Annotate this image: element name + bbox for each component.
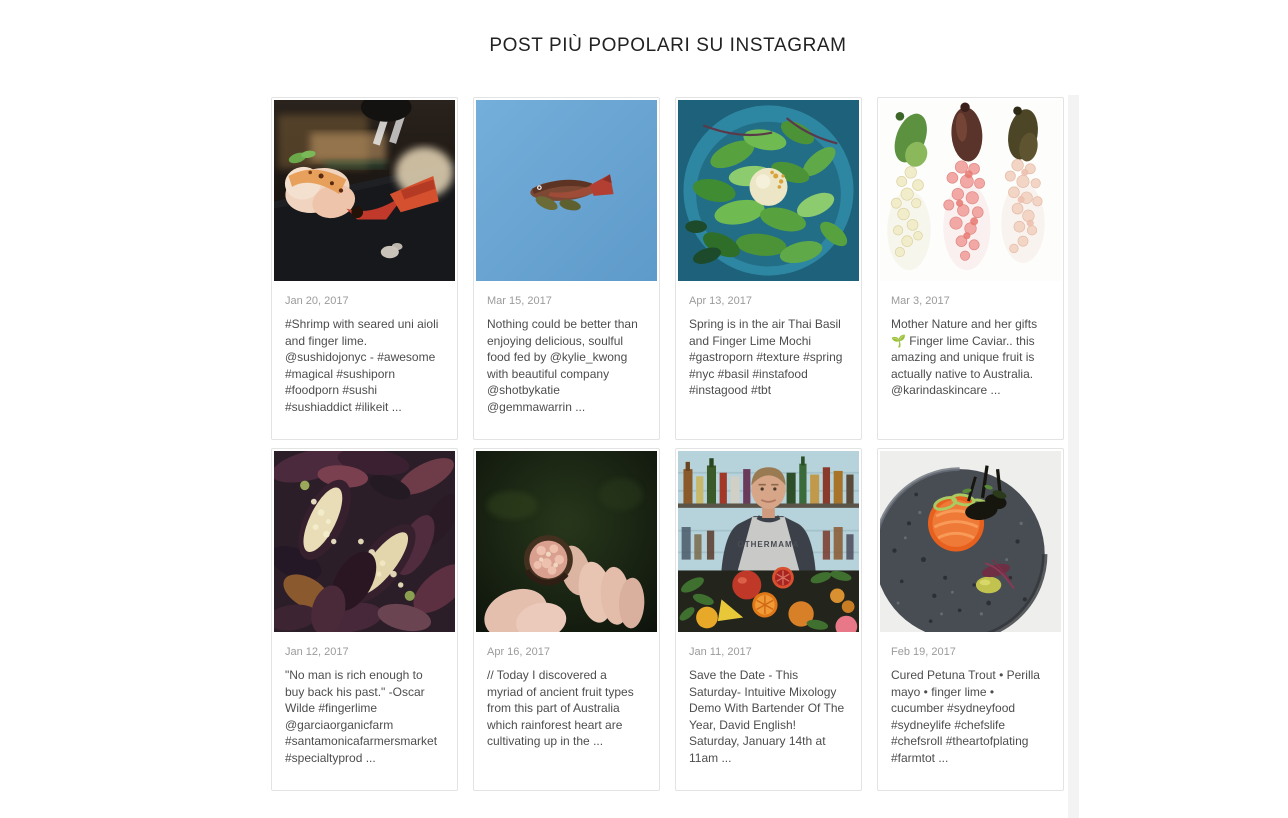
post-image-hand-cut-lime [476, 451, 657, 632]
instagram-post-card[interactable] [473, 97, 660, 440]
post-image-bartender [678, 451, 859, 632]
post-text [878, 295, 1063, 399]
post-caption: #Shrimp with seared uni aioli and finger lime. @sushidojonyc - #awesome #magical #sushiporn #foodporn #sushi #sushiaddict #ilikeit ... [285, 317, 439, 414]
page-title: POST PIÙ POPOLARI SU INSTAGRAM [489, 35, 847, 56]
post-text [272, 646, 457, 766]
instagram-post-card[interactable] [675, 448, 862, 791]
instagram-post-card[interactable] [877, 448, 1064, 791]
post-caption: Save the Date - This Saturday- Intuitive Mixology Demo With Bartender Of The Year, David English! Saturday, January 14th at 11am ... [689, 668, 845, 765]
post-date: Jan 20, 2017 [285, 295, 349, 307]
post-image-fish [476, 100, 657, 281]
post-caption: Nothing could be better than enjoying delicious, soulful food fed by @kylie_kwong with beautiful company @shotbykatie @gemmawarrin ... [487, 317, 638, 414]
page-edge-divider [1068, 95, 1079, 818]
instagram-post-card[interactable] [675, 97, 862, 440]
post-text [474, 295, 659, 415]
post-text [676, 646, 861, 766]
post-caption: "No man is rich enough to buy back his past." -Oscar Wilde #fingerlime @garciaorganicfarm #santamonicafarmersmarket #specialtyprod ... [285, 668, 438, 765]
post-image-finger-lime-caviar [880, 100, 1061, 281]
post-date: Feb 19, 2017 [891, 646, 956, 658]
post-image-trout-plate [880, 451, 1061, 632]
post-date: Apr 16, 2017 [487, 646, 550, 658]
instagram-post-grid [271, 97, 1064, 791]
post-date: Jan 11, 2017 [689, 646, 752, 658]
instagram-post-card[interactable] [877, 97, 1064, 440]
post-text [474, 646, 659, 750]
post-text [878, 646, 1063, 766]
post-caption: Spring is in the air Thai Basil and Finger Lime Mochi #gastroporn #texture #spring #nyc #basil #instafood #instagood #tbt [689, 317, 843, 397]
post-date: Jan 12, 2017 [285, 646, 349, 658]
shirt-logo-text: OTHERMAMA [737, 539, 800, 549]
post-caption: // Today I discovered a myriad of ancient fruit types from this part of Australia which rainforest heart are cultivating up in the ... [487, 668, 634, 748]
instagram-post-card[interactable] [271, 97, 458, 440]
post-image-shrimp-sushi [274, 100, 455, 281]
post-text [676, 295, 861, 399]
post-caption: Cured Petuna Trout • Perilla mayo • finger lime • cucumber #sydneyfood #sydneylife #chefslife #chefsroll #theartofplating #farmtot ... [891, 668, 1040, 765]
post-image-basil-mochi [678, 100, 859, 281]
post-date: Apr 13, 2017 [689, 295, 752, 307]
instagram-post-card[interactable] [271, 448, 458, 791]
post-date: Mar 3, 2017 [891, 295, 950, 307]
post-date: Mar 15, 2017 [487, 295, 552, 307]
instagram-post-card[interactable] [473, 448, 660, 791]
post-text [272, 295, 457, 415]
post-image-purple-finger-limes [274, 451, 455, 632]
post-caption: Mother Nature and her gifts 🌱 Finger lime Caviar.. this amazing and unique fruit is actually native to Australia. @karindaskincare ... [891, 317, 1038, 397]
